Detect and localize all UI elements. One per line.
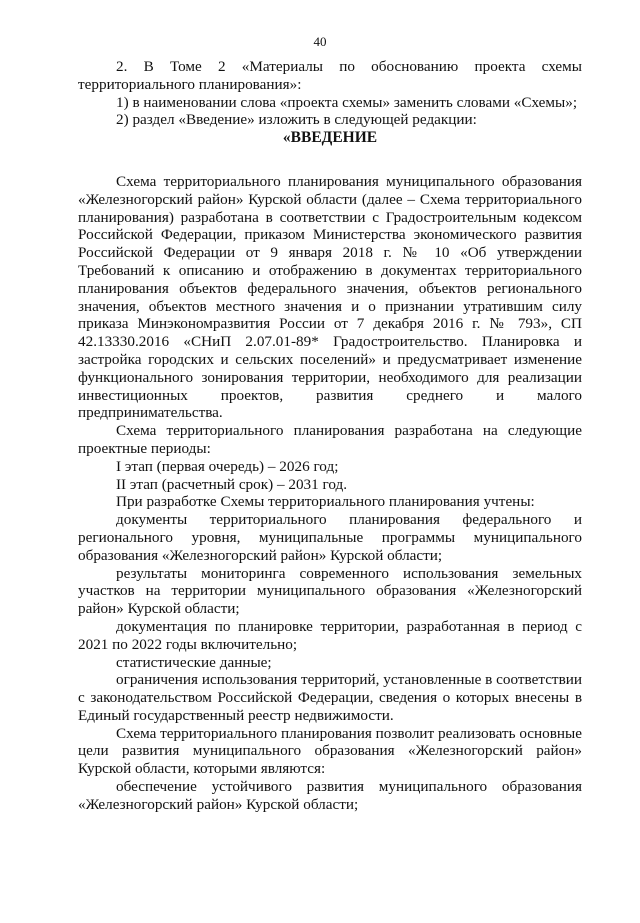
body-paragraph: Схема территориального планирования разработана на следующие проектные периоды:: [78, 422, 582, 457]
list-item: обеспечение устойчивого развития муниципального образования «Железногорский район» Курской области;: [78, 778, 582, 813]
amendment-item-1: 1) в наименовании слова «проекта схемы» заменить словами «Схемы»;: [116, 93, 578, 111]
amendment-item-2: 2) раздел «Введение» изложить в следующей редакции:: [116, 111, 477, 129]
stage-item: II этап (расчетный срок) – 2031 год.: [116, 475, 348, 493]
body-paragraph: При разработке Схемы территориального планирования учтены:: [116, 493, 535, 511]
list-item: ограничения использования территорий, установленные в соответствии с законодательством Российской Федерации, сведения о которых внесены в Единый государственный реестр недвижимости.: [78, 671, 582, 724]
list-item: документация по планировке территории, разработанная в период с 2021 по 2022 годы включительно;: [78, 617, 582, 653]
list-item: результаты мониторинга современного использования земельных участков на территории муниципального образования «Железногорский район» Курской области;: [78, 564, 582, 618]
page-number: 40: [313, 34, 327, 49]
body-paragraph: Схема территориального планирования муниципального образования «Железногорский район» Курской области (далее – Схема территориального планирования) разработана в соответствии с Градостроительным кодексом Российской Федерации, приказом Министерства экономического развития Российской Федерации от 9 января 2018 г. № 10 «Об утверждении Требований к описанию и отображению в документах территориального планирования объектов федерального значения, объектов регионального значения, объектов местного значения и о признании утратившим силу приказа Минэкономразвития России от 7 декабря 2016 г. № 793», СП 42.13330.2016 «СНиП 2.07.01-89* Градостроительство. Планировка и застройка городских и сельских поселений» и предусматривает изменение функционального зонирования территории, необходимого для реализации инвестиционных проектов, развития среднего и малого предпринимательства.: [78, 172, 582, 422]
list-item: статистические данные;: [116, 653, 272, 671]
amendment-paragraph: 2. В Томе 2 «Материалы по обоснованию проекта схемы территориального планирования»:: [78, 58, 582, 93]
stage-item: I этап (первая очередь) – 2026 год;: [116, 457, 339, 475]
body-paragraph: Схема территориального планирования позволит реализовать основные цели развития муниципального образования «Железногорский район» Курской области, которыми являются:: [78, 724, 582, 778]
page-content: [78, 58, 582, 814]
list-item: документы территориального планирования федерального и регионального уровня, муниципальные программы муниципального образования «Железногорский район» Курской области;: [78, 511, 582, 564]
section-heading: «ВВЕДЕНИЕ: [282, 129, 378, 147]
